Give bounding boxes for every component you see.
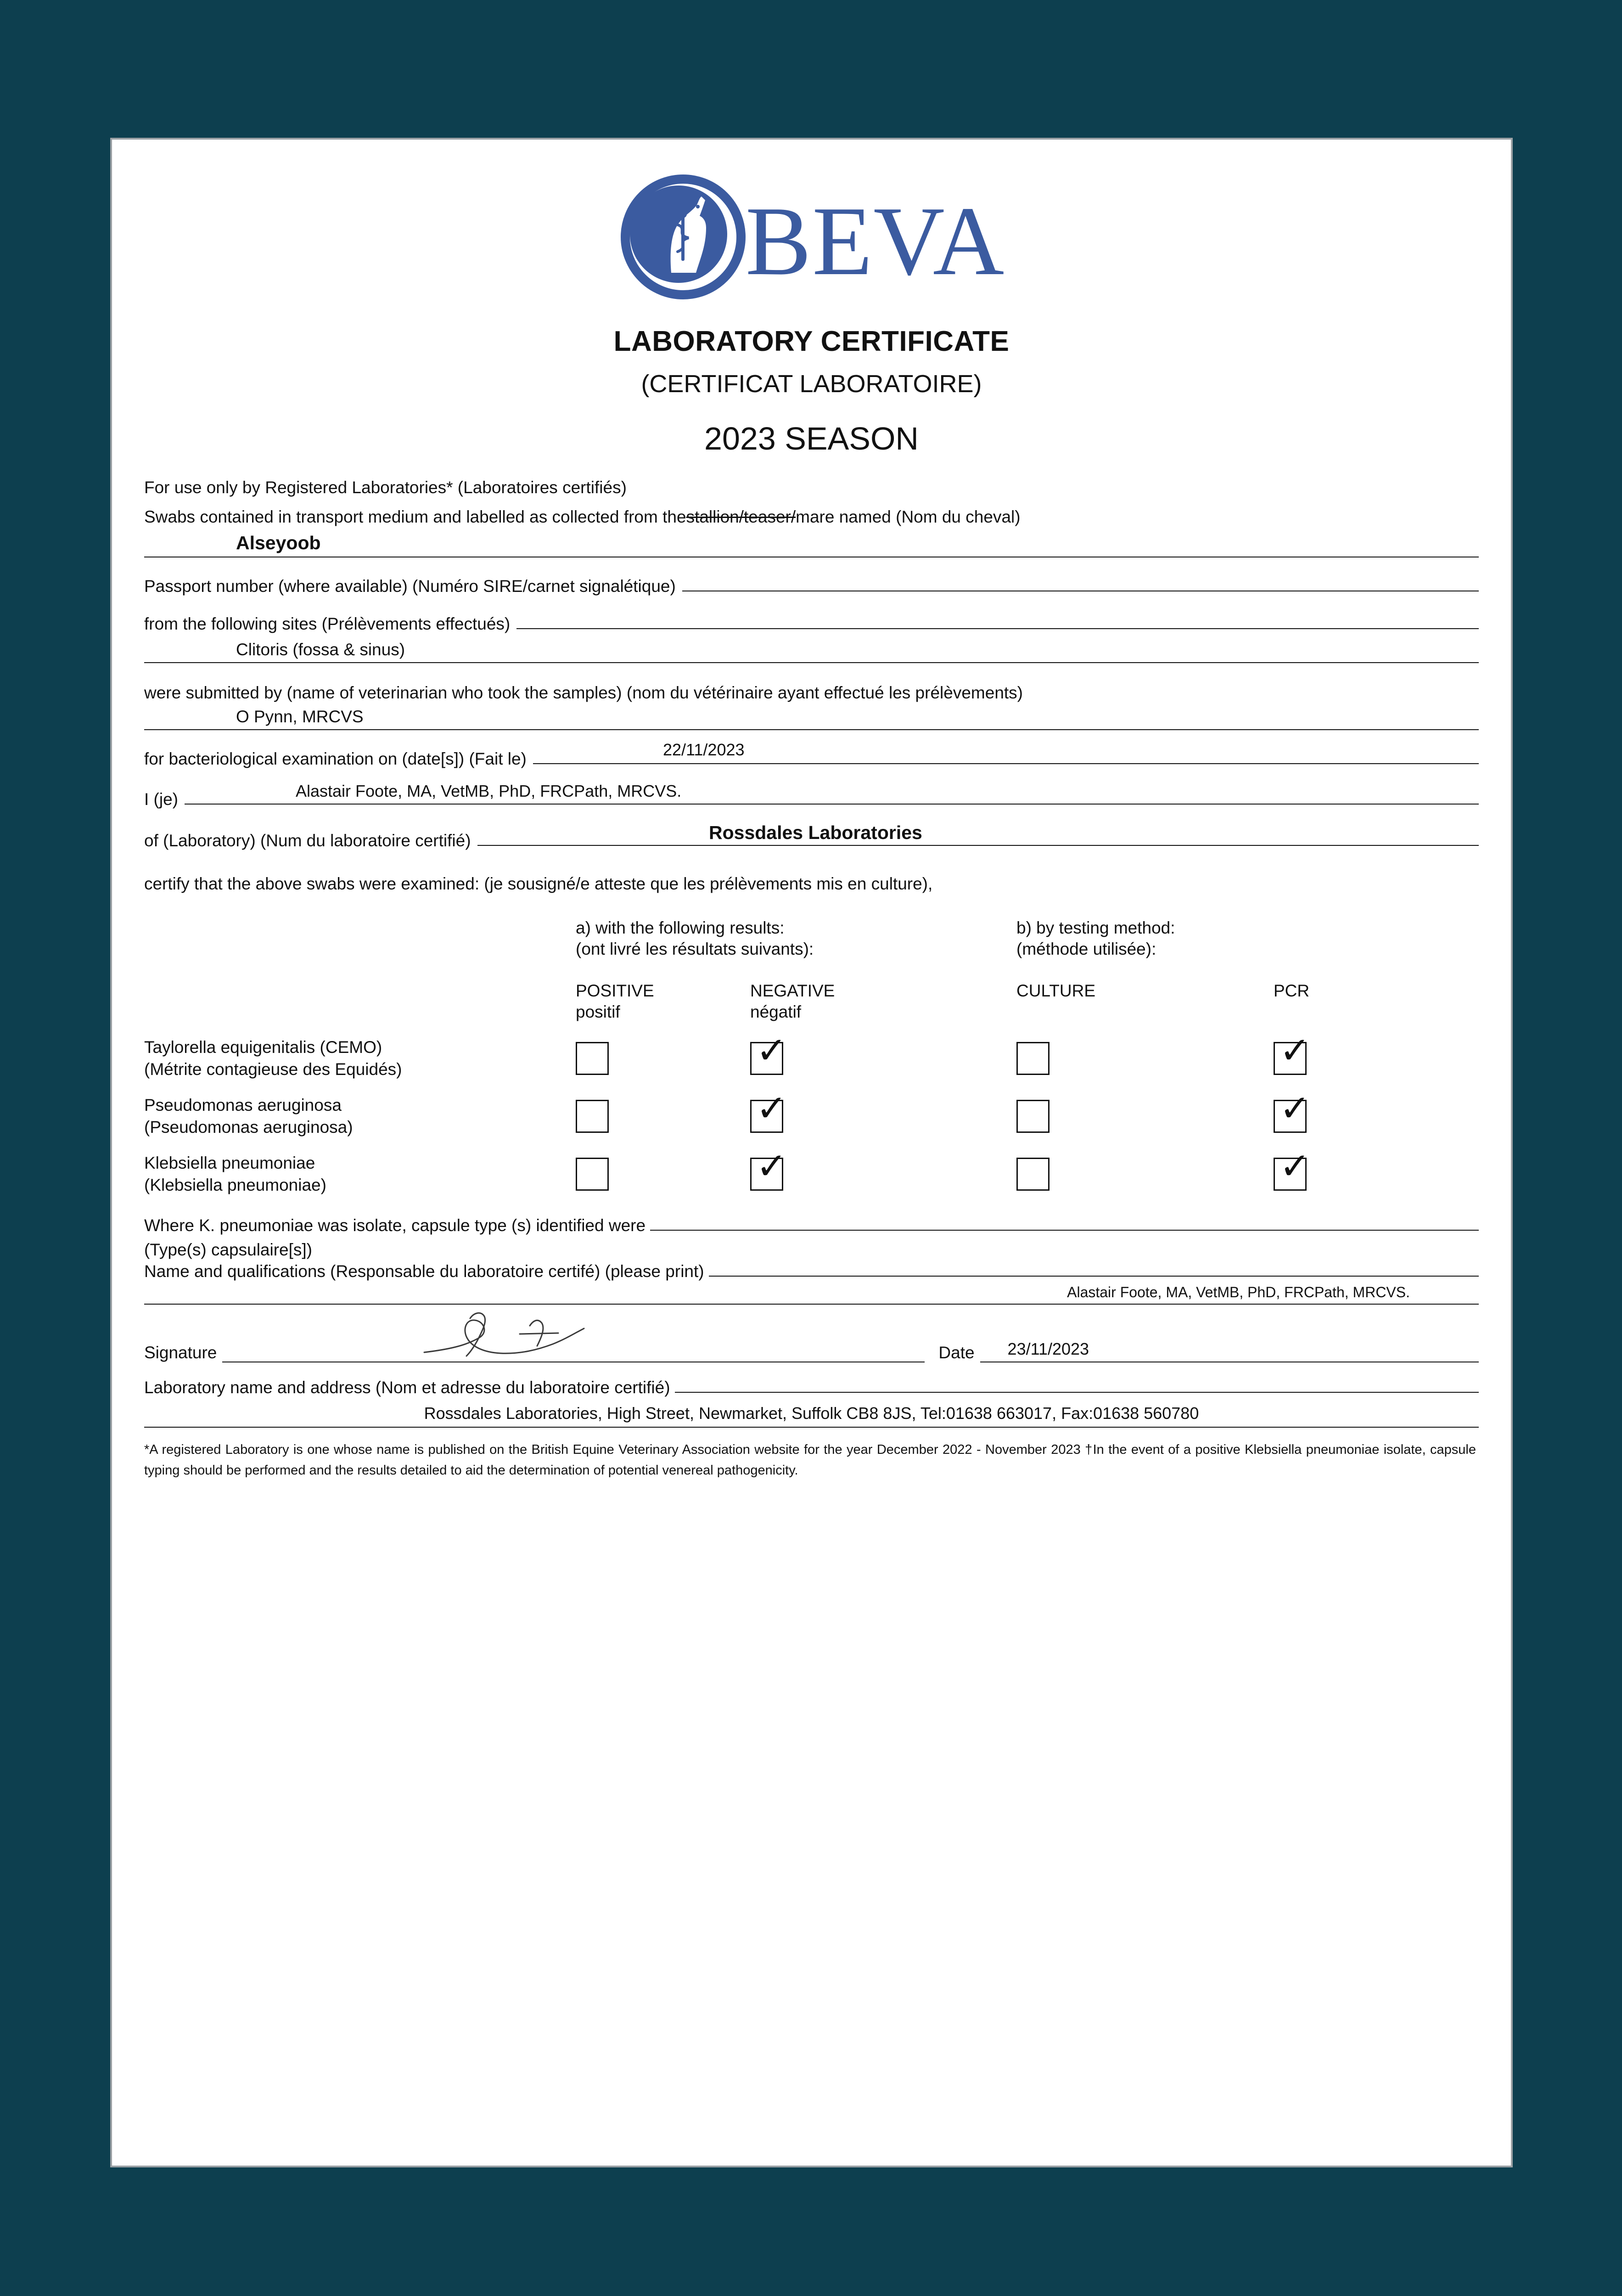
lab-address-row: [144, 1378, 1479, 1397]
date-field[interactable]: [980, 1334, 1479, 1362]
check-tick-icon: ✓: [756, 1029, 787, 1072]
capsule-row: [144, 1216, 1479, 1235]
table-row: [144, 1087, 1479, 1138]
signature-date-row: [144, 1317, 1479, 1362]
checkbox-pcr[interactable]: [1274, 1145, 1311, 1191]
checkbox-negative[interactable]: [750, 1145, 787, 1191]
sites-field[interactable]: [144, 636, 1479, 663]
signature-ink: [415, 1310, 672, 1361]
checkbox-pcr[interactable]: [1274, 1029, 1311, 1075]
col-positive-fr: positif: [576, 1002, 620, 1021]
organism-name-en: Taylorella equigenitalis (CEMO): [144, 1038, 382, 1057]
table-row: [144, 1029, 1479, 1080]
lab-address-label: Laboratory name and address (Nom et adresse du laboratoire certifié): [144, 1378, 670, 1397]
beva-wordmark: BEVA: [745, 186, 1005, 296]
submitted-by-field[interactable]: [144, 706, 1479, 730]
sites-label: from the following sites (Prélèvements effectués): [144, 614, 511, 633]
organism-name-en: Klebsiella pneumoniae: [144, 1154, 315, 1173]
name-qual-row: [144, 1262, 1479, 1281]
passport-input[interactable]: [682, 590, 1479, 591]
swab-source-struck: stallion/teaser/: [686, 507, 796, 527]
organism-name-fr: (Pseudomonas aeruginosa): [144, 1118, 353, 1137]
beva-logo: [144, 158, 1479, 323]
capsule-label-2: (Type(s) capsulaire[s]): [144, 1240, 312, 1259]
horse-name-value: Alseyoob: [236, 532, 321, 553]
date-label: Date: [938, 1343, 975, 1362]
ije-value: Alastair Foote, MA, VetMB, PhD, FRCPath, MRCVS.: [296, 781, 682, 800]
swab-source-text: [144, 506, 1479, 528]
signature-label: Signature: [144, 1343, 217, 1362]
sites-row: [144, 614, 1479, 634]
sites-value: Clitoris (fossa & sinus): [236, 640, 405, 659]
page-subtitle: (CERTIFICAT LABORATOIRE): [641, 370, 982, 398]
capsule-label: Where K. pneumoniae was isolate, capsule type (s) identified were: [144, 1216, 646, 1235]
passport-label: Passport number (where available) (Numéro SIRE/carnet signalétique): [144, 576, 676, 596]
exam-date-value: 22/11/2023: [663, 740, 745, 759]
sites-rule: [516, 628, 1479, 629]
heading-b-line1: b) by testing method:: [1016, 918, 1175, 937]
swab-source-post: mare named (Nom du cheval): [796, 507, 1021, 527]
checkbox-pcr[interactable]: [1274, 1087, 1311, 1133]
footnote-text: *A registered Laboratory is one whose name is published on the British Equine Veterinary Association website for the year December 2022 - November 2023 †In the event of a positive Klebsiella pneumoniae isolate, capsule typing should be performed and the results detailed to aid the determination of potential venereal pathogenicity.: [144, 1442, 1476, 1478]
checkbox-positive[interactable]: [576, 1100, 609, 1133]
lab-address-rule: [675, 1391, 1479, 1393]
results-headings: [144, 917, 1479, 960]
horse-name-field[interactable]: [144, 531, 1479, 557]
col-culture: CULTURE: [1016, 981, 1095, 1000]
heading-b-line2: (méthode utilisée):: [1016, 940, 1156, 959]
col-negative-fr: négatif: [750, 1002, 802, 1021]
name-qual-rule: [709, 1275, 1479, 1277]
laboratory-label: of (Laboratory) (Num du laboratoire certifié): [144, 831, 471, 850]
check-tick-icon: ✓: [1280, 1029, 1311, 1072]
laboratory-value: Rossdales Laboratories: [709, 822, 922, 843]
submitted-by-value: O Pynn, MRCVS: [236, 707, 364, 726]
beva-logo-mark: [618, 172, 756, 310]
organism-name-en: Pseudomonas aeruginosa: [144, 1096, 342, 1115]
checkbox-positive[interactable]: [576, 1042, 609, 1075]
capsule-input[interactable]: [650, 1229, 1479, 1231]
checkbox-culture[interactable]: [1016, 1100, 1050, 1133]
certify-text: certify that the above swabs were examined: (je sousigné/e atteste que les prélèvements mis en culture),: [144, 874, 933, 893]
name-qual-label: Name and qualifications (Responsable du laboratoire certifé) (please print): [144, 1261, 704, 1281]
check-tick-icon: ✓: [1280, 1087, 1311, 1130]
checkbox-negative[interactable]: [750, 1029, 787, 1075]
laboratory-rule: [477, 844, 1479, 846]
column-labels: [144, 980, 1479, 1023]
heading-a-line2: (ont livré les résultats suivants):: [576, 940, 814, 959]
certificate-page: [110, 138, 1513, 2167]
exam-date-row: [144, 749, 1479, 769]
check-tick-icon: ✓: [756, 1145, 787, 1188]
season-heading: 2023 SEASON: [704, 421, 919, 456]
check-tick-icon: ✓: [1280, 1145, 1311, 1188]
check-tick-icon: ✓: [756, 1087, 787, 1130]
col-positive-en: POSITIVE: [576, 981, 654, 1000]
col-negative-en: NEGATIVE: [750, 981, 835, 1000]
exam-date-rule: [533, 763, 1479, 764]
checkbox-culture[interactable]: [1016, 1042, 1050, 1075]
table-row: [144, 1145, 1479, 1196]
organism-name-fr: (Klebsiella pneumoniae): [144, 1176, 326, 1195]
signature-field[interactable]: [222, 1317, 925, 1362]
lab-address-value: Rossdales Laboratories, High Street, Newmarket, Suffolk CB8 8JS, Tel:01638 663017, Fax:01638 560780: [144, 1404, 1479, 1428]
ije-label: I (je): [144, 789, 178, 809]
intro-text: For use only by Registered Laboratories* (Laboratoires certifiés): [144, 478, 627, 497]
exam-date-label: for bacteriological examination on (date[s]) (Fait le): [144, 749, 527, 768]
ije-rule: [185, 803, 1479, 805]
passport-row: [144, 577, 1479, 596]
submitted-by-label: were submitted by (name of veterinarian who took the samples) (nom du vétérinaire ayant effectué les prélèvements): [144, 683, 1023, 702]
col-pcr: PCR: [1274, 981, 1310, 1000]
checkbox-culture[interactable]: [1016, 1158, 1050, 1191]
organism-name-fr: (Métrite contagieuse des Equidés): [144, 1060, 402, 1079]
swab-source-pre: Swabs contained in transport medium and labelled as collected from the: [144, 507, 686, 527]
heading-a-line1: a) with the following results:: [576, 918, 785, 937]
horse-caduceus-icon: [657, 196, 713, 274]
date-value: 23/11/2023: [1007, 1339, 1089, 1358]
name-qual-value: Alastair Foote, MA, VetMB, PhD, FRCPath, MRCVS.: [144, 1284, 1479, 1305]
checkbox-positive[interactable]: [576, 1158, 609, 1191]
checkbox-negative[interactable]: [750, 1087, 787, 1133]
page-title: LABORATORY CERTIFICATE: [613, 326, 1010, 357]
